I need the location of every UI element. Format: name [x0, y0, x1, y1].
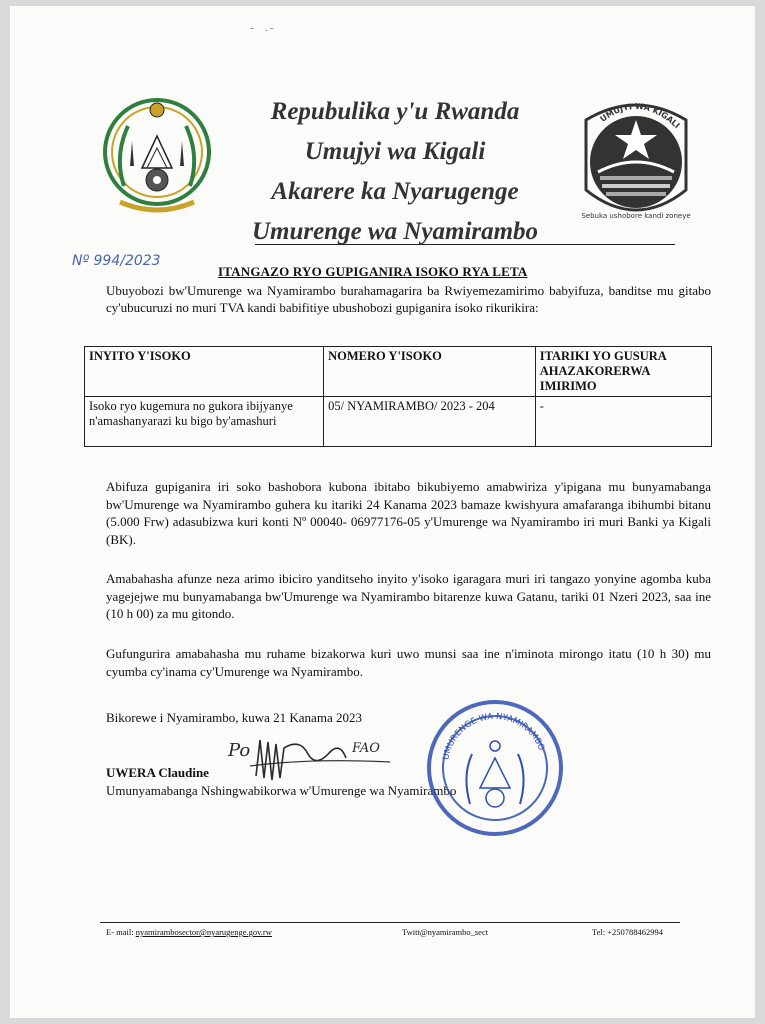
table-cell: 05/ NYAMIRAMBO/ 2023 - 204 [324, 397, 536, 447]
signature-fao-mark: FAO [352, 741, 380, 756]
letterhead-sector: Umurenge wa Nyamirambo [251, 218, 539, 245]
svg-text:UMURENGE WA NYAMIRAMBO [441, 712, 546, 761]
letterhead [225, 92, 565, 252]
dateline: Bikorewe i Nyamirambo, kuwa 21 Kanama 2023 [106, 710, 362, 725]
tender-table [84, 346, 712, 447]
header-divider [255, 244, 675, 245]
table-cell: - [535, 397, 711, 447]
official-stamp [420, 696, 570, 838]
emblem-bottom-text: Sebuka ushobore kandi zoneye [581, 212, 691, 220]
page-mark: - .- [250, 22, 276, 34]
footer-email [106, 927, 272, 937]
signer-name: UWERA Claudine [106, 765, 209, 780]
table-header-cell: NOMERO Y'ISOKO [324, 347, 536, 397]
body-paragraph: Gufungurira amabahasha mu ruhame bizakorwa kuri uwo munsi saa ine n'iminota mirongo itatu (10 h 30) mu cyumba cy'inama cy'Umurenge wa Nyamirambo. [106, 646, 711, 679]
footer-phone: Tel: +250788462994 [592, 927, 664, 937]
kigali-city-emblem-icon [576, 90, 696, 228]
footer-email-label: E- mail: [106, 927, 134, 937]
body-paragraph: Abifuza gupiganira iri soko bashobora kubona ibitabo bikubiyemo amabwiriza y'ipigana mu bunyamabanga bw'Umurenge wa Nyamirambo guhera ku itariki 24 Kanama 2023 bamaze kwishyura amafaranga ibihumbi bitanu (5.000 Frw) adasubizwa kuri konti Nº 00040- 06977176-05 y'Umurenge wa Nyamirambo iri muri Banki ya Kigali (BK). [106, 479, 711, 547]
footer-divider [100, 922, 680, 923]
letterhead-country: Repubulika y'u Rwanda [270, 98, 520, 125]
letterhead-district: Akarere ka Nyarugenge [271, 178, 519, 205]
signer-title: Umunyamabanga Nshingwabikorwa w'Umurenge wa Nyamirambo [106, 783, 457, 798]
table-row [85, 397, 712, 447]
rwanda-coat-of-arms-icon [100, 96, 214, 218]
stamp-text: UMURENGE WA NYAMIRAMBO [441, 711, 547, 761]
body-paragraph: Amabahasha afunze neza arimo ibiciro yanditseho inyito y'isoko igaragara muri iri tangazo yonyine agomba kuba yagejejwe mu bunyamabanga bw'Umurenge wa Nyamirambo bitarenze kuwa Gatanu, tariki 01 Nzeri 2023, saa ine (10 h 00) za mu gitondo. [106, 571, 711, 621]
emblem-top-text: UMUJYI WA KIGALI [598, 101, 682, 131]
footer-twitter: Twitt@nyamirambo_sect [402, 927, 489, 937]
letterhead-city: Umujyi wa Kigali [304, 138, 486, 165]
table-cell: Isoko ryo kugemura no gukora ibijyanye n'amashanyarazi ku bigo by'amashuri [85, 397, 324, 447]
table-header-cell: INYITO Y'ISOKO [85, 347, 324, 397]
table-header-row [85, 347, 712, 397]
handwritten-reference-number: Nº 994/2023 [72, 253, 161, 269]
intro-paragraph: Ubuyobozi bw'Umurenge wa Nyamirambo burahamagarira ba Rwiyemezamirimo babyifuza, banditse mu gitabo cy'ubucuruzi no muri TVA kandi babifitiye ubushobozi gupiganira isoko rikurikira: [106, 283, 711, 315]
signature-po-mark: Po [228, 740, 251, 761]
table-header-cell: ITARIKI YO GUSURA AHAZAKORERWA IMIRIMO [535, 347, 711, 397]
footer-email-link[interactable]: nyamirambosector@nyarugenge.gov.rw [135, 927, 272, 937]
document-title: ITANGAZO RYO GUPIGANIRA ISOKO RYA LETA [218, 264, 528, 279]
